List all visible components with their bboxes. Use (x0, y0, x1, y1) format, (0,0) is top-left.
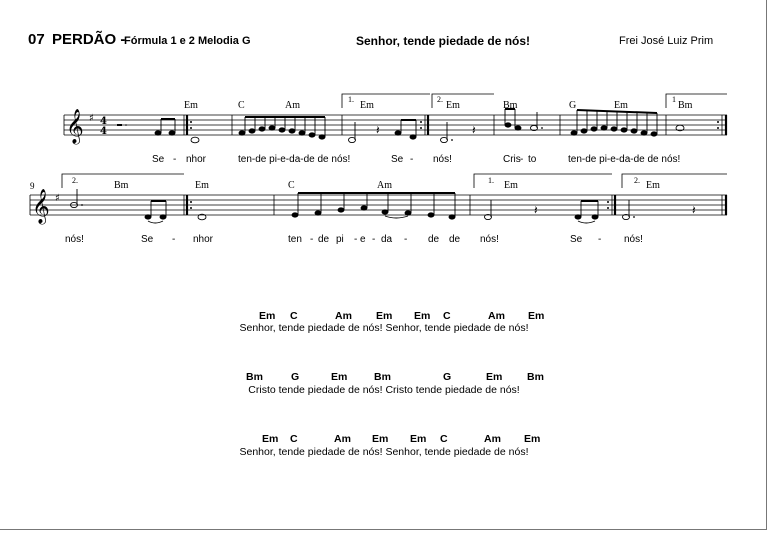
chord: Am (334, 433, 351, 445)
staff-chord: Em (360, 100, 374, 111)
chord: Bm (374, 371, 391, 383)
measure-number: 9 (30, 181, 35, 191)
volta-label: 1. (348, 95, 354, 104)
verse-2-text: Cristo tende piedade de nós! Cristo tende piedade de nós! (248, 384, 520, 396)
lyric: Se (391, 154, 404, 165)
time-sig-top: 4 (100, 116, 107, 127)
time-sig-bottom: 4 (100, 126, 107, 137)
lyric: Se (141, 234, 154, 245)
chord: Em (376, 310, 393, 322)
chord: C (443, 310, 451, 322)
lyric: Se (152, 154, 165, 165)
lyric: - (410, 154, 414, 165)
chord: Em (524, 433, 541, 445)
lyric: ten (288, 234, 302, 245)
lyric: de (449, 234, 461, 245)
lyric: - (598, 234, 602, 245)
chord: Em (528, 310, 545, 322)
staff-chord: Em (184, 100, 198, 111)
chord: G (443, 371, 452, 383)
staff-chord: Em (504, 180, 518, 191)
chord: Em (262, 433, 279, 445)
volta-label: 1. (488, 176, 494, 185)
lyric: Cris (503, 154, 521, 165)
chord: Em (259, 310, 276, 322)
chord: C (290, 310, 298, 322)
song-title: PERDÃO - (52, 31, 126, 48)
staff-chord: Am (377, 180, 392, 191)
lyric: ten-de pi-e-da-de de nós! (568, 154, 681, 165)
svg-text:𝄽: 𝄽 (692, 203, 696, 217)
notes-1 (117, 109, 719, 143)
lyric: to (528, 154, 537, 165)
svg-text:𝄽: 𝄽 (472, 123, 476, 137)
lyric: - (520, 154, 524, 165)
lyric: nós! (65, 234, 84, 245)
lyric: - (310, 234, 314, 245)
treble-clef-icon: 𝄞 (66, 109, 84, 144)
chord: C (290, 433, 298, 445)
chord: Em (331, 371, 348, 383)
staff-chord: Bm (503, 100, 518, 111)
lyric: - (372, 234, 376, 245)
lyric: ten-de pi-e-da-de de nós! (238, 154, 351, 165)
volta-label: 1 (672, 95, 676, 104)
staff-chord: C (238, 100, 245, 111)
volta-label: 2. (437, 95, 443, 104)
chord: Em (414, 310, 431, 322)
lyrics-line-2 (0, 234, 768, 248)
chord: Em (372, 433, 389, 445)
lyric: - (173, 154, 177, 165)
treble-clef-icon: 𝄞 (32, 189, 50, 224)
staff-chord: Em (646, 180, 660, 191)
lyric: - (404, 234, 408, 245)
notes-2 (71, 189, 697, 223)
lyrics-line-1 (0, 154, 768, 168)
chord: Em (486, 371, 503, 383)
verse-3-chords (0, 433, 768, 446)
song-number: 07 (28, 31, 45, 48)
verse-2-chords (0, 371, 768, 384)
clef-1 (66, 109, 107, 145)
lyric: Se (570, 234, 583, 245)
chord: Bm (527, 371, 544, 383)
clef-2 (32, 189, 60, 225)
lyric: de (428, 234, 440, 245)
staff-chord: Bm (678, 100, 693, 111)
chord: Am (335, 310, 352, 322)
sharp-icon: ♯ (89, 113, 94, 124)
lyric: da (381, 234, 393, 245)
staff-chord: Am (285, 100, 300, 111)
lyric: nhor (193, 234, 214, 245)
formula-label: Fórmula 1 e 2 Melodia G (124, 35, 251, 47)
verse-1-text: Senhor, tende piedade de nós! Senhor, tende piedade de nós! (239, 322, 529, 334)
lyric: nós! (433, 154, 452, 165)
lyric: e (360, 234, 366, 245)
lyric: pi (336, 234, 344, 245)
lyric: - (354, 234, 358, 245)
chord: G (291, 371, 300, 383)
staff-chord: Em (446, 100, 460, 111)
author-name: Frei José Luiz Prim (619, 35, 714, 47)
lyric: nós! (480, 234, 499, 245)
lyric: - (172, 234, 176, 245)
chord: Bm (246, 371, 263, 383)
volta-label: 2. (72, 176, 78, 185)
staff-chord: Bm (114, 180, 129, 191)
music-score (0, 0, 768, 260)
chord: Em (410, 433, 427, 445)
svg-text:𝄽: 𝄽 (376, 123, 380, 137)
staff-chord: Em (195, 180, 209, 191)
chord: Am (488, 310, 505, 322)
lyric: nós! (624, 234, 643, 245)
chord: Am (484, 433, 501, 445)
song-subtitle: Senhor, tende piedade de nós! (356, 34, 531, 48)
svg-text:𝄽: 𝄽 (534, 203, 538, 217)
staff-chord: G (569, 100, 577, 111)
verse-3-text: Senhor, tende piedade de nós! Senhor, tende piedade de nós! (239, 446, 529, 458)
staff-chord: Em (614, 100, 628, 111)
chord: C (440, 433, 448, 445)
staff-chord: C (288, 180, 295, 191)
lyric: de (318, 234, 330, 245)
sharp-icon: ♯ (55, 193, 60, 204)
volta-label: 2. (634, 176, 640, 185)
lyric: nhor (186, 154, 207, 165)
